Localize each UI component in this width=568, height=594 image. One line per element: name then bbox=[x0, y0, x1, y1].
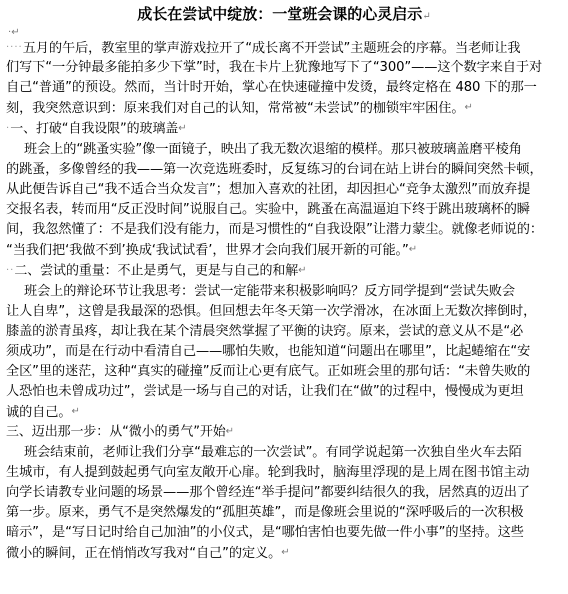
paragraph-mark: ↵ bbox=[281, 547, 290, 558]
body-text-line bbox=[6, 220, 543, 240]
title-text: 成长在尝试中绽放：一堂班会课的心灵启示 bbox=[137, 5, 423, 23]
empty-paragraph: ·↵ bbox=[8, 27, 20, 38]
paragraph-mark: ↵ bbox=[71, 406, 80, 417]
line-text: 暗示”，是“写日记时给自己加油”的小仪式，是“哪怕害怕也要先做一件小事”的坚持。这些 bbox=[6, 525, 524, 540]
body-text-line bbox=[24, 140, 522, 160]
body-text-line bbox=[6, 503, 524, 523]
body-text-line bbox=[24, 282, 515, 302]
line-text: 让人自卑”，这曾是我最深的恐惧。但回想去年冬天第一次学滑冰，在冰面上无数次摔倒时， bbox=[6, 304, 537, 319]
paragraph-mark: ↵ bbox=[464, 102, 473, 113]
body-text-line bbox=[6, 342, 530, 362]
line-text: 交报名表，转而用“反正没时间”说服自己。实验中，跳蚤在高温逼迫下终于跳出玻璃杯的瞬 bbox=[6, 202, 530, 217]
body-text-line bbox=[6, 38, 520, 59]
line-text: 自己“普通”的预设。然而，当计时开始，掌心在快速碰撞中发烫，最终定格在 480 下的那一 bbox=[6, 80, 537, 95]
line-text: 人恐怕也未曾成功过”，尝试是一场与自己的对话，让我们在“做”的过程中，慢慢成为更坦 bbox=[6, 384, 524, 399]
body-text-line bbox=[6, 523, 524, 543]
line-text: 向学长请教专业问题的场景——那个曾经连“举手提问”都要纠结很久的我，居然真的迈出了 bbox=[6, 485, 530, 500]
formatting-dots: ·· bbox=[6, 265, 15, 276]
line-text: 微小的瞬间，正在悄悄改写我对“自己”的定义。 bbox=[6, 546, 282, 561]
body-text-line bbox=[6, 98, 473, 119]
line-text: 间，我忽然懂了：不是我们没有能力，而是习惯性的“自我设限”让潜力蒙尘。就像老师说的： bbox=[6, 222, 543, 237]
body-text-line bbox=[6, 58, 542, 78]
line-text: 们写下“一分钟最多能拍多少下掌”时，我在卡片上犹豫地写下了“300”——这个数字来自于对 bbox=[6, 60, 543, 75]
line-text: 班会结束前，老师让我们分享“最难忘的一次尝试”。有同学说起第一次独自坐火车去陌 bbox=[24, 445, 522, 460]
body-text-line bbox=[6, 362, 530, 382]
line-text: 膝盖的淤青虽疼，却让我在某个清晨突然掌握了平衡的诀窍。原来，尝试的意义从不是“必 bbox=[6, 324, 524, 339]
line-text: 班会上的辩论环节让我思考：尝试一定能带来积极影响吗？反方同学提到“尝试失败会 bbox=[24, 284, 515, 299]
body-text-line bbox=[6, 543, 290, 564]
body-text-line bbox=[6, 160, 543, 180]
paragraph-mark: ↵ bbox=[408, 244, 418, 255]
line-text: “当我们把‘我做不到’换成‘我试试看’，世界才会向我们展开新的可能。” bbox=[6, 243, 409, 258]
body-text-line bbox=[24, 443, 522, 463]
body-text-line bbox=[6, 322, 523, 342]
line-text: 五月的午后，教室里的掌声游戏拉开了“成长离不开尝试”主题班会的序幕。当老师让我 bbox=[22, 41, 521, 56]
line-text: 全区”里的迷茫，这种“真实的碰撞”反而让心更有底气。正如班会里的那句话：“未曾失败的 bbox=[6, 364, 531, 379]
body-text-line bbox=[6, 200, 530, 220]
paragraph-mark: ↵ bbox=[225, 426, 234, 437]
section-heading bbox=[6, 119, 187, 140]
line-text: 二、尝试的重量：不止是勇气，更是与自己的和解 bbox=[14, 263, 299, 279]
body-text-line bbox=[6, 382, 524, 402]
paragraph-mark: ↵ bbox=[422, 11, 431, 22]
formatting-dots: ···· bbox=[6, 42, 23, 53]
body-text-line bbox=[6, 78, 537, 98]
body-text-line bbox=[6, 463, 530, 483]
document-title bbox=[0, 4, 568, 27]
line-text: 班会上的“跳蚤实验”像一面镜子，映出了我无数次退缩的模样。那只被玻璃盖磨平棱角 bbox=[24, 142, 522, 157]
paragraph-mark: ↵ bbox=[298, 265, 307, 276]
line-text: 从此便告诉自己“我不适合当众发言”；想加入喜欢的社团，却因担心“竞争太激烈”而放弃提 bbox=[6, 182, 531, 197]
line-text: 须成功”，而是在行动中看清自己——哪怕失败，也能知道“问题出在哪里”，比起蜷缩在“安 bbox=[6, 344, 531, 359]
body-text-line bbox=[6, 302, 536, 322]
line-text: 诚的自己。 bbox=[6, 405, 72, 420]
body-text-line bbox=[6, 483, 530, 503]
line-text: 一、打破“自我设限”的玻璃盖 bbox=[10, 121, 179, 137]
body-text-line bbox=[6, 180, 530, 200]
body-text-line bbox=[6, 402, 80, 423]
paragraph-mark: ↵ bbox=[178, 123, 187, 134]
line-text: 三、迈出那一步：从“微小的勇气”开始 bbox=[6, 424, 226, 440]
line-text: 生城市，有人提到鼓起勇气向室友敞开心扉。轮到我时，脑海里浮现的是上周在图书馆主动 bbox=[6, 465, 530, 480]
section-heading bbox=[6, 261, 306, 282]
body-text-line bbox=[6, 240, 417, 261]
line-text: 刻，我突然意识到：原来我们对自己的认知，常常被“未尝试”的枷锁牢牢困住。 bbox=[6, 101, 465, 116]
formatting-dots: · bbox=[6, 123, 11, 134]
line-text: 的跳蚤，多像曾经的我——第一次竞选班委时，反复练习的台词在站上讲台的瞬间突然卡顿， bbox=[6, 162, 543, 177]
section-heading bbox=[6, 422, 234, 443]
line-text: 第一步。原来，勇气不是突然爆发的“孤胆英雄”，而是像班会里说的“深呼吸后的一次积极 bbox=[6, 505, 524, 520]
